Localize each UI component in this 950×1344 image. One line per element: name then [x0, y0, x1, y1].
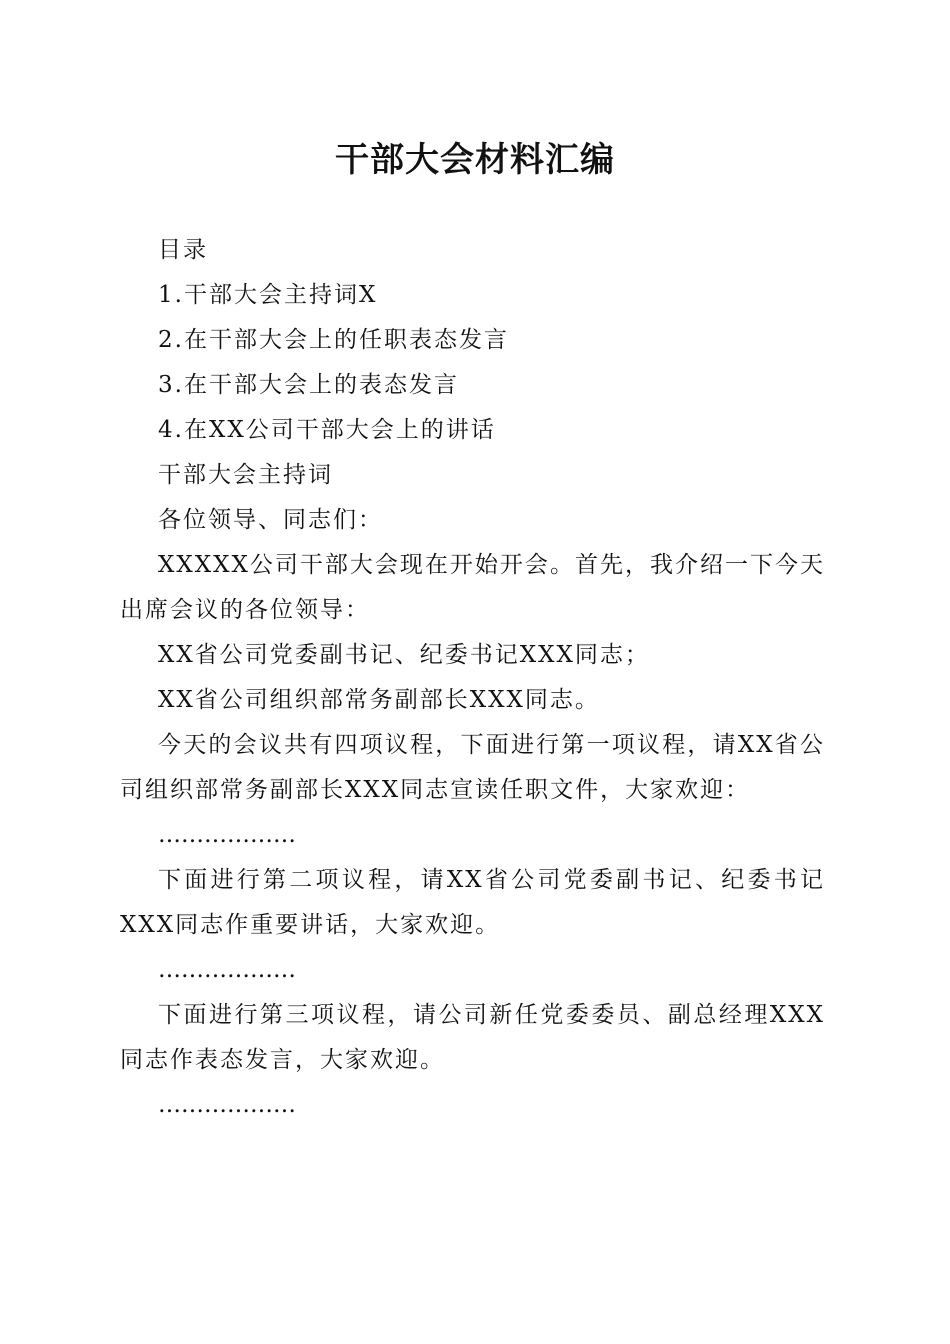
- toc-item: 3.在干部大会上的表态发言: [158, 372, 459, 398]
- toc-item: 1.干部大会主持词X: [158, 282, 378, 308]
- paragraph: XXXXX公司干部大会现在开始开会。首先，我介绍一下今天出席会议的各位领导：: [120, 552, 825, 623]
- document-title: 干部大会材料汇编: [335, 140, 615, 180]
- paragraph: 下面进行第三项议程，请公司新任党委委员、副总经理XXX同志作表态发言，大家欢迎。: [120, 1002, 825, 1073]
- paragraph: XX省公司组织部常务副部长XXX同志。: [158, 687, 600, 713]
- paragraph: XX省公司党委副书记、纪委书记XXX同志；: [158, 642, 650, 668]
- toc-heading: 目录: [158, 237, 208, 263]
- toc-item: 2.在干部大会上的任职表态发言: [158, 327, 509, 353]
- section-title: 干部大会主持词: [158, 462, 333, 488]
- ellipsis-line: ………………: [158, 957, 296, 983]
- ellipsis-line: ………………: [158, 1092, 296, 1118]
- paragraph: 下面进行第二项议程，请XX省公司党委副书记、纪委书记XXX同志作重要讲话，大家欢迎。: [120, 867, 825, 938]
- paragraph: 今天的会议共有四项议程，下面进行第一项议程，请XX省公司组织部常务副部长XXX同志宣读任职文件，大家欢迎：: [120, 732, 825, 803]
- toc-item: 4.在XX公司干部大会上的讲话: [158, 417, 496, 443]
- salutation: 各位领导、同志们：: [158, 507, 383, 533]
- ellipsis-line: ………………: [158, 822, 296, 848]
- document-body: [120, 228, 825, 1128]
